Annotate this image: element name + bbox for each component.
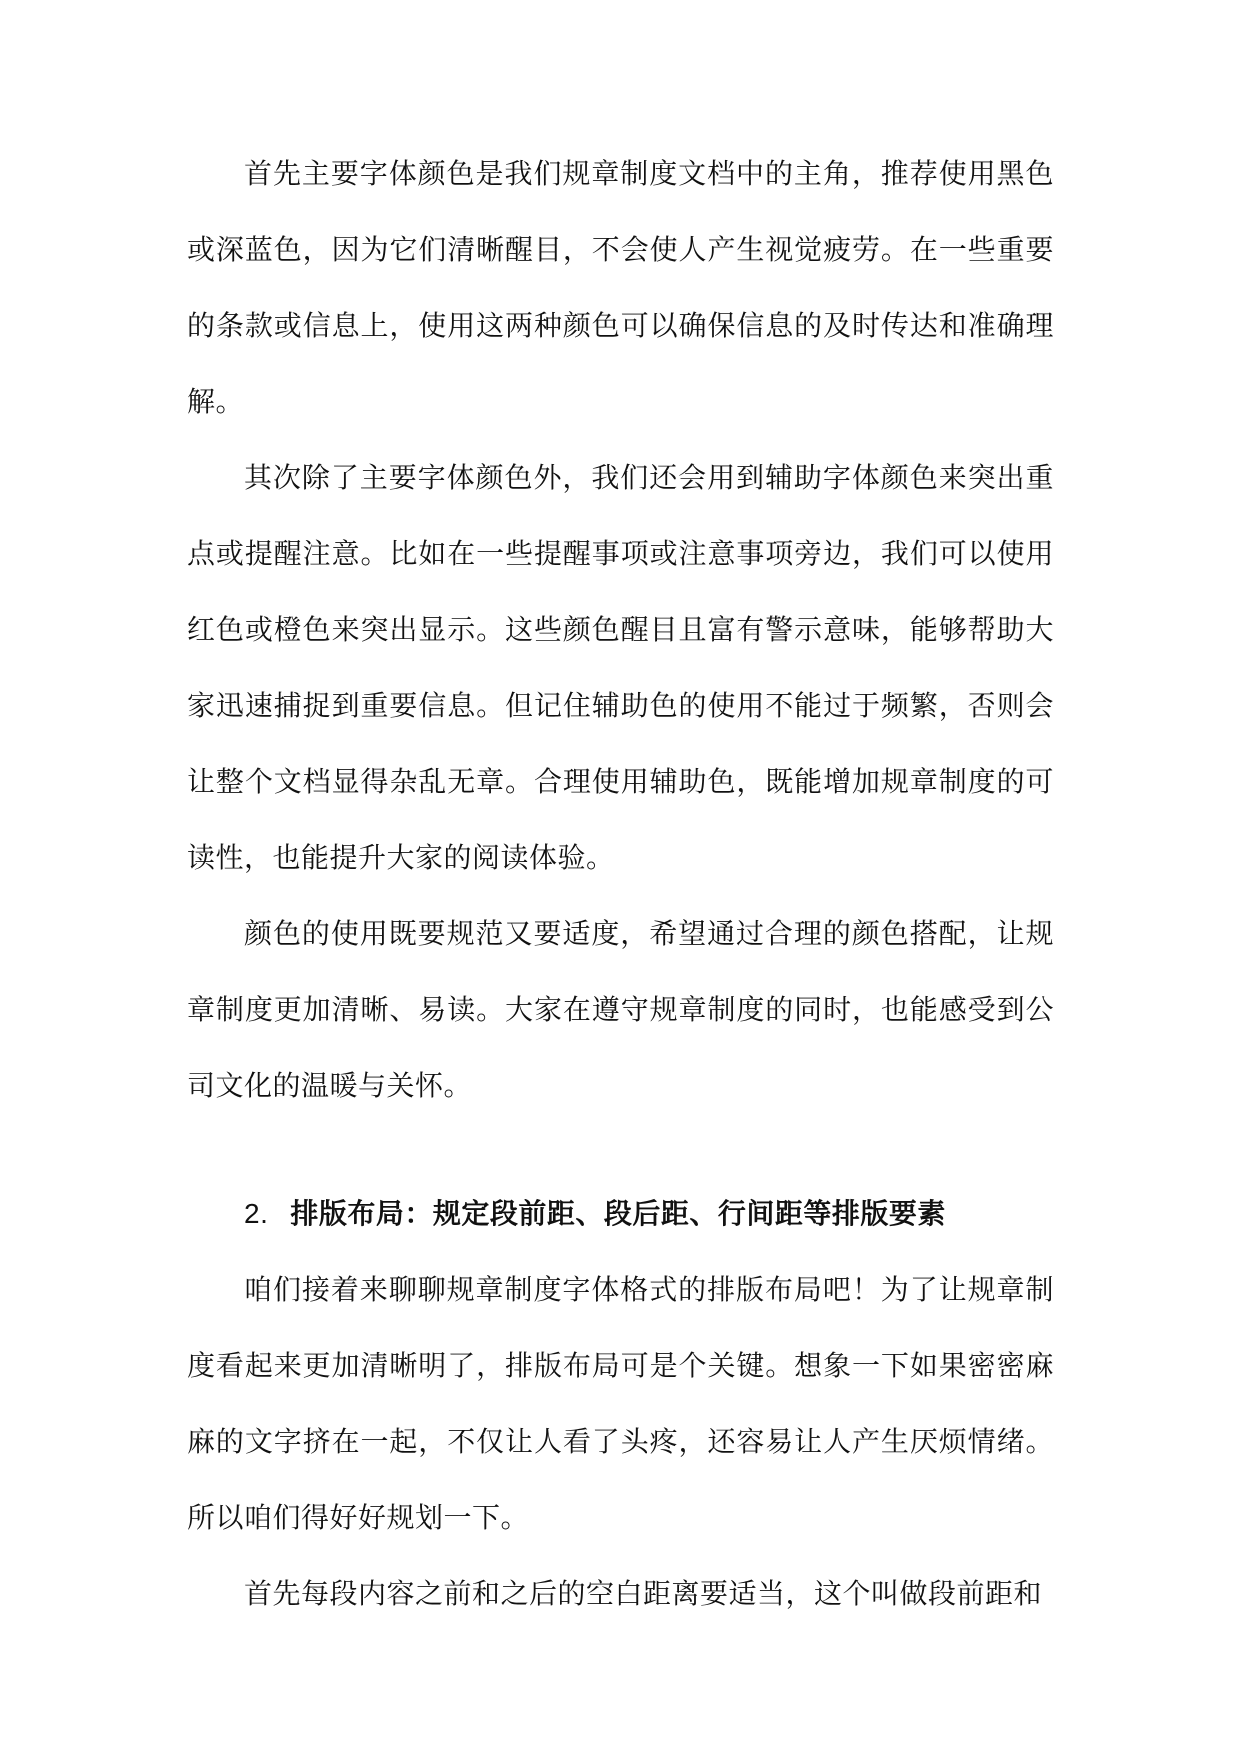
section-heading bbox=[187, 1176, 1054, 1252]
paragraph-auxiliary-font-color: 其次除了主要字体颜色外，我们还会用到辅助字体颜色来突出重点或提醒注意。比如在一些提醒事项或注意事项旁边，我们可以使用红色或橙色来突出显示。这些颜色醒目且富有警示意味，能够帮助大家迅速捕捉到重要信息。但记住辅助色的使用不能过于频繁，否则会让整个文档显得杂乱无章。合理使用辅助色，既能增加规章制度的可读性，也能提升大家的阅读体验。 bbox=[187, 461, 1054, 874]
document-body bbox=[187, 136, 1054, 1632]
section-number: 2. bbox=[244, 1198, 269, 1229]
paragraph-layout-intro: 咱们接着来聊聊规章制度字体格式的排版布局吧！为了让规章制度看起来更加清晰明了，排版布局可是个关键。想象一下如果密密麻麻的文字挤在一起，不仅让人看了头疼，还容易让人产生厌烦情绪。所以咱们得好好规划一下。 bbox=[187, 1273, 1054, 1534]
paragraph-main-font-color: 首先主要字体颜色是我们规章制度文档中的主角，推荐使用黑色或深蓝色，因为它们清晰醒目，不会使人产生视觉疲劳。在一些重要的条款或信息上，使用这两种颜色可以确保信息的及时传达和准确理解。 bbox=[187, 157, 1054, 418]
paragraph-spacing: 首先每段内容之前和之后的空白距离要适当，这个叫做段前距和 bbox=[244, 1577, 1043, 1610]
section-title: 排版布局：规定段前距、段后距、行间距等排版要素 bbox=[290, 1197, 946, 1230]
paragraph-color-summary: 颜色的使用既要规范又要适度，希望通过合理的颜色搭配，让规章制度更加清晰、易读。大家在遵守规章制度的同时，也能感受到公司文化的温暖与关怀。 bbox=[187, 917, 1054, 1102]
